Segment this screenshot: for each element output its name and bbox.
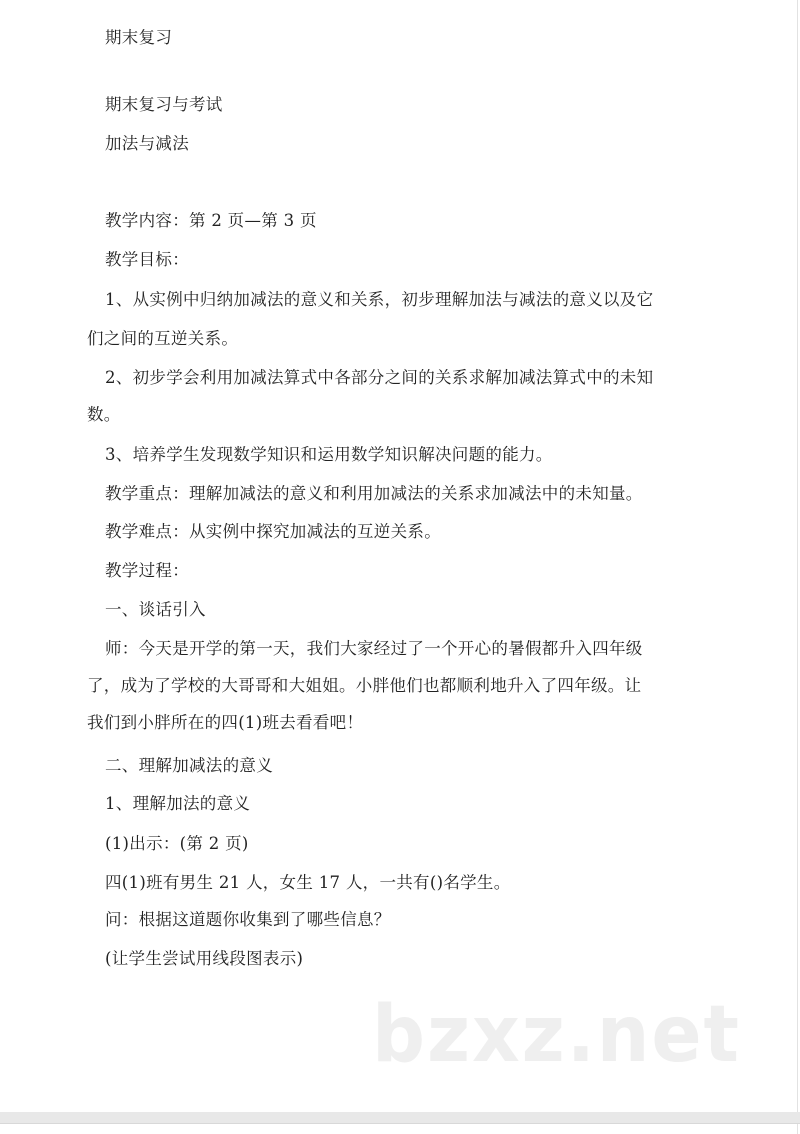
section-1-heading: 一、谈话引入: [105, 600, 206, 619]
teaching-content: 教学内容：第 2 页—第 3 页: [105, 211, 317, 230]
watermark: bzxz.net: [372, 990, 741, 1080]
goal-2-line: 数。: [87, 405, 121, 424]
difficulty: 教学难点：从实例中探究加减法的互逆关系。: [105, 522, 441, 541]
question-line: 问：根据这道题你收集到了哪些信息？: [105, 910, 391, 929]
teacher-talk-line: 师：今天是开学的第一天，我们大家经过了一个开心的暑假都升入四年级: [105, 639, 643, 658]
header-line: 期末复习与考试: [105, 95, 223, 114]
subsection-1-heading: 1、理解加法的意义: [105, 794, 251, 813]
goal-3: 3、培养学生发现数学知识和运用数学知识解决问题的能力。: [105, 445, 553, 464]
goal-2-line: 2、初步学会利用加减法算式中各部分之间的关系求解加减法算式中的未知: [105, 368, 654, 387]
header-line: 期末复习: [105, 28, 173, 47]
goal-1-line: 1、从实例中归纳加减法的意义和关系，初步理解加法与减法的意义以及它: [105, 290, 654, 309]
show-line: (1)出示：(第 2 页): [105, 834, 249, 853]
goal-1-line: 们之间的互逆关系。: [87, 329, 239, 348]
next-page: [0, 1124, 798, 1134]
key-point: 教学重点：理解加减法的意义和利用加减法的关系求加减法中的未知量。: [105, 484, 643, 503]
teacher-talk-line: 我们到小胖所在的四(1)班去看看吧！: [87, 713, 364, 732]
problem-line: 四(1)班有男生 21 人，女生 17 人，一共有()名学生。: [105, 873, 511, 892]
teacher-talk-line: 了，成为了学校的大哥哥和大姐姐。小胖他们也都顺利地升入了四年级。让: [87, 676, 642, 695]
process-heading: 教学过程：: [105, 561, 189, 580]
goals-heading: 教学目标：: [105, 250, 189, 269]
instruction-line: (让学生尝试用线段图表示): [105, 949, 304, 968]
page-separator: [0, 1112, 800, 1124]
section-2-heading: 二、理解加减法的意义: [105, 756, 273, 775]
header-line: 加法与减法: [105, 134, 189, 153]
